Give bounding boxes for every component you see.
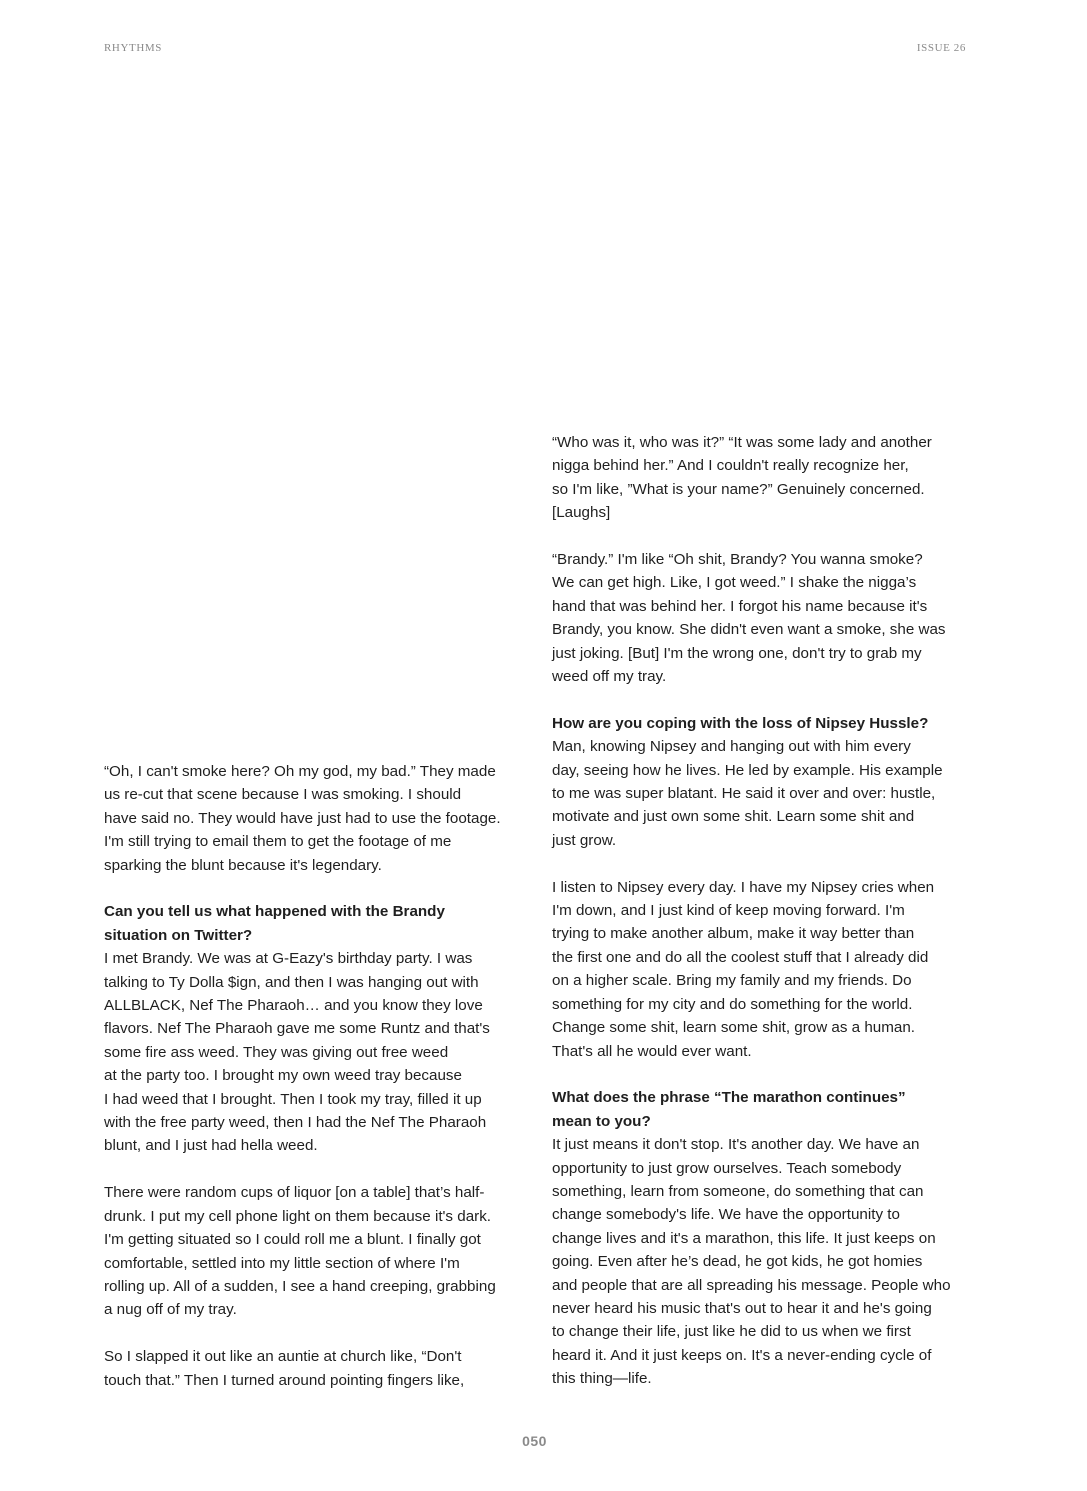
text-line: “Brandy.” I'm like “Oh shit, Brandy? You wanna smoke? xyxy=(552,551,923,569)
text-line: I'm getting situated so I could roll me a blunt. I finally got xyxy=(104,1231,481,1249)
question-line: Can you tell us what happened with the Brandy xyxy=(104,903,445,921)
text-line: weed off my tray. xyxy=(552,668,667,686)
question-line: mean to you? xyxy=(552,1112,651,1130)
qa-block xyxy=(552,712,972,852)
text-line: touch that.” Then I turned around pointing fingers like, xyxy=(104,1371,465,1389)
text-line: I'm down, and I just kind of keep moving forward. I'm xyxy=(552,902,905,920)
text-line: I met Brandy. We was at G-Eazy's birthday party. I was xyxy=(104,950,473,968)
paragraph xyxy=(104,760,524,877)
text-line: hand that was behind her. I forgot his name because it's xyxy=(552,597,928,615)
paragraph xyxy=(104,1345,524,1392)
text-line: with the free party weed, then I had the Nef The Pharaoh xyxy=(104,1114,487,1132)
paragraph xyxy=(104,1181,524,1321)
text-line: I had weed that I brought. Then I took my tray, filled it up xyxy=(104,1090,482,1108)
text-line: drunk. I put my cell phone light on them because it's dark. xyxy=(104,1207,492,1225)
text-line: “Oh, I can't smoke here? Oh my god, my bad.” They made xyxy=(104,763,496,780)
text-line: change somebody's life. We have the opportunity to xyxy=(552,1206,900,1224)
text-line: to change their life, just like he did to us when we first xyxy=(552,1323,911,1341)
text-line: flavors. Nef The Pharaoh gave me some Runtz and that's xyxy=(104,1020,490,1038)
text-line: day, seeing how he lives. He led by example. His example xyxy=(552,761,943,779)
text-line: just grow. xyxy=(552,831,617,849)
text-line: talking to Ty Dolla $ign, and then I was hanging out with xyxy=(104,973,479,991)
text-line: change lives and it's a marathon, this life. It just keeps on xyxy=(552,1229,936,1247)
paragraph xyxy=(552,431,972,525)
text-line: There were random cups of liquor [on a table] that’s half- xyxy=(104,1184,485,1202)
text-line: motivate and just own some shit. Learn some shit and xyxy=(552,808,915,826)
text-line: a nug off of my tray. xyxy=(104,1301,237,1319)
text-line: I'm still trying to email them to get the footage of me xyxy=(104,833,452,851)
text-line: I listen to Nipsey every day. I have my Nipsey cries when xyxy=(552,878,935,896)
qa-block xyxy=(552,1086,972,1390)
right-column xyxy=(552,431,972,1391)
text-line: trying to make another album, make it way better than xyxy=(552,925,915,943)
section-name: RHYTHMS xyxy=(104,42,162,54)
text-line: the first one and do all the coolest stuff that I already did xyxy=(552,948,929,966)
text-line: just joking. [But] I'm the wrong one, don't try to grab my xyxy=(552,644,922,662)
text-line: and people that are all spreading his message. People who xyxy=(552,1276,951,1294)
text-line: on a higher scale. Bring my family and my friends. Do xyxy=(552,972,912,990)
text-line: ALLBLACK, Nef The Pharaoh… and you know they love xyxy=(104,997,483,1015)
question-line: What does the phrase “The marathon continues” xyxy=(552,1089,906,1107)
text-line: to me was super blatant. He said it over and over: hustle, xyxy=(552,785,936,803)
text-line: “Who was it, who was it?” “It was some lady and another xyxy=(552,434,932,451)
text-line: sparking the blunt because it's legendary. xyxy=(104,856,382,874)
text-line: Brandy, you know. She didn't even want a smoke, she was xyxy=(552,621,946,639)
text-line: us re-cut that scene because I was smoking. I should xyxy=(104,786,462,804)
text-line: so I'm like, ”What is your name?” Genuinely concerned. xyxy=(552,480,925,498)
text-line: never heard his music that's out to hear it and he's going xyxy=(552,1299,932,1317)
text-line: It just means it don't stop. It's another day. We have an xyxy=(552,1136,920,1154)
text-line: at the party too. I brought my own weed tray because xyxy=(104,1067,462,1085)
question-line: situation on Twitter? xyxy=(104,926,253,944)
text-line: going. Even after he’s dead, he got kids, he got homies xyxy=(552,1253,923,1271)
text-line: blunt, and I just had hella weed. xyxy=(104,1137,318,1155)
text-line: this thing—life. xyxy=(552,1370,652,1388)
qa-block xyxy=(104,900,524,1157)
question-line: How are you coping with the loss of Nipsey Hussle? xyxy=(552,714,929,732)
text-line: [Laughs] xyxy=(552,504,611,522)
text-line: some fire ass weed. They was giving out free weed xyxy=(104,1043,449,1061)
paragraph xyxy=(552,876,972,1063)
text-line: rolling up. All of a sudden, I see a hand creeping, grabbing xyxy=(104,1277,496,1295)
text-line: nigga behind her.” And I couldn't really recognize her, xyxy=(552,457,909,475)
text-line: something, learn from someone, do something that can xyxy=(552,1182,924,1200)
text-line: heard it. And it just keeps on. It's a never-ending cycle of xyxy=(552,1346,932,1364)
issue-number: ISSUE 26 xyxy=(916,42,966,54)
page-number: 050 xyxy=(522,1433,547,1449)
left-column xyxy=(104,760,524,1392)
text-line: opportunity to just grow ourselves. Teach somebody xyxy=(552,1159,902,1177)
text-line: something for my city and do something for the world. xyxy=(552,995,913,1013)
text-line: Man, knowing Nipsey and hanging out with him every xyxy=(552,738,911,756)
text-line: Change some shit, learn some shit, grow as a human. xyxy=(552,1019,915,1037)
text-line: comfortable, settled into my little section of where I'm xyxy=(104,1254,460,1272)
text-line: We can get high. Like, I got weed.” I shake the nigga’s xyxy=(552,574,917,592)
text-line: have said no. They would have just had to use the footage. xyxy=(104,809,501,827)
text-line: That's all he would ever want. xyxy=(552,1042,752,1060)
paragraph xyxy=(552,548,972,688)
text-line: So I slapped it out like an auntie at church like, “Don't xyxy=(104,1348,462,1366)
